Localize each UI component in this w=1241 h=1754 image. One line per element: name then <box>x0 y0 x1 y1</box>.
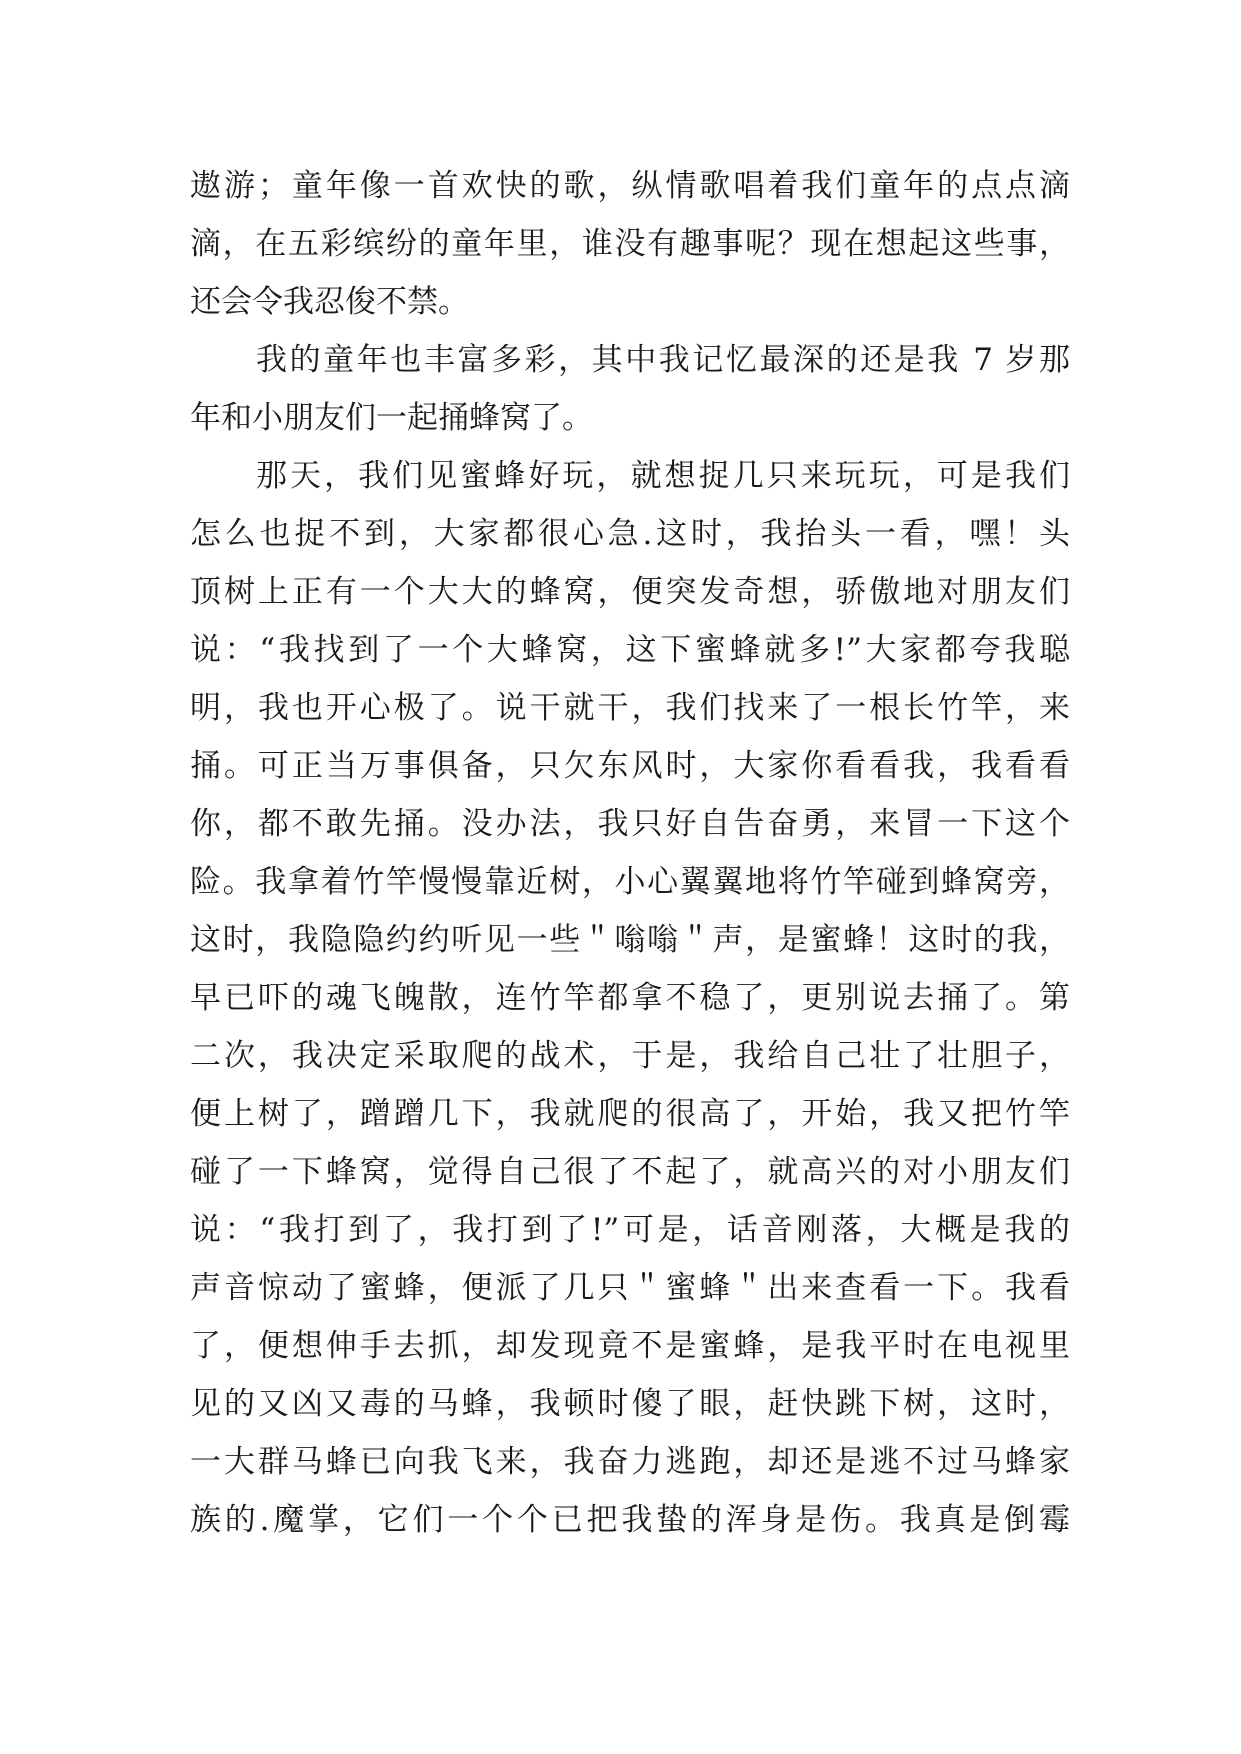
paragraph-3-line-16: 了，便想伸手去抓，却发现竟不是蜜蜂，是我平时在电视里 <box>190 1328 1070 1364</box>
paragraph-3-line-2: 怎么也捉不到，大家都很心急.这时，我抬头一看，嘿！头 <box>190 516 1070 552</box>
paragraph-2-line-1: 我的童年也丰富多彩，其中我记忆最深的还是我 7 岁那 <box>256 342 1070 378</box>
paragraph-3-line-12: 便上树了，蹭蹭几下，我就爬的很高了，开始，我又把竹竿 <box>190 1096 1070 1132</box>
paragraph-3-line-14: 说：“我打到了，我打到了!”可是，话音刚落，大概是我的 <box>190 1212 1070 1248</box>
paragraph-3-line-9: 这时，我隐隐约约听见一些＂嗡嗡＂声，是蜜蜂！这时的我， <box>190 922 1070 958</box>
paragraph-3-line-11: 二次，我决定采取爬的战术，于是，我给自己壮了壮胆子， <box>190 1038 1070 1074</box>
paragraph-2-line-2: 年和小朋友们一起捅蜂窝了。 <box>190 400 593 436</box>
paragraph-3-line-15: 声音惊动了蜜蜂，便派了几只＂蜜蜂＂出来查看一下。我看 <box>190 1270 1070 1306</box>
paragraph-3-line-6: 捅。可正当万事俱备，只欠东风时，大家你看看我，我看看 <box>190 748 1070 784</box>
paragraph-1-line-1: 遨游；童年像一首欢快的歌，纵情歌唱着我们童年的点点滴 <box>190 168 1070 204</box>
body-text <box>190 157 1070 1549</box>
paragraph-3-line-4: 说：“我找到了一个大蜂窝，这下蜜蜂就多!”大家都夸我聪 <box>190 632 1070 668</box>
paragraph-3-line-8: 险。我拿着竹竿慢慢靠近树，小心翼翼地将竹竿碰到蜂窝旁， <box>190 864 1070 900</box>
paragraph-1-line-2: 滴，在五彩缤纷的童年里，谁没有趣事呢？现在想起这些事， <box>190 226 1070 262</box>
paragraph-3-line-17: 见的又凶又毒的马蜂，我顿时傻了眼，赶快跳下树，这时， <box>190 1386 1070 1422</box>
paragraph-3-line-3: 顶树上正有一个大大的蜂窝，便突发奇想，骄傲地对朋友们 <box>190 574 1070 610</box>
paragraph-3-line-19: 族的.魔掌，它们一个个已把我蛰的浑身是伤。我真是倒霉 <box>190 1502 1070 1538</box>
paragraph-3-line-13: 碰了一下蜂窝，觉得自己很了不起了，就高兴的对小朋友们 <box>190 1154 1070 1190</box>
paragraph-3-line-18: 一大群马蜂已向我飞来，我奋力逃跑，却还是逃不过马蜂家 <box>190 1444 1070 1480</box>
paragraph-3-line-10: 早已吓的魂飞魄散，连竹竿都拿不稳了，更别说去捅了。第 <box>190 980 1070 1016</box>
paragraph-3-line-5: 明，我也开心极了。说干就干，我们找来了一根长竹竿，来 <box>190 690 1070 726</box>
paragraph-3-line-1: 那天，我们见蜜蜂好玩，就想捉几只来玩玩，可是我们 <box>256 458 1070 494</box>
paragraph-1-line-3: 还会令我忍俊不禁。 <box>190 284 469 320</box>
paragraph-3-line-7: 你，都不敢先捅。没办法，我只好自告奋勇，来冒一下这个 <box>190 806 1070 842</box>
